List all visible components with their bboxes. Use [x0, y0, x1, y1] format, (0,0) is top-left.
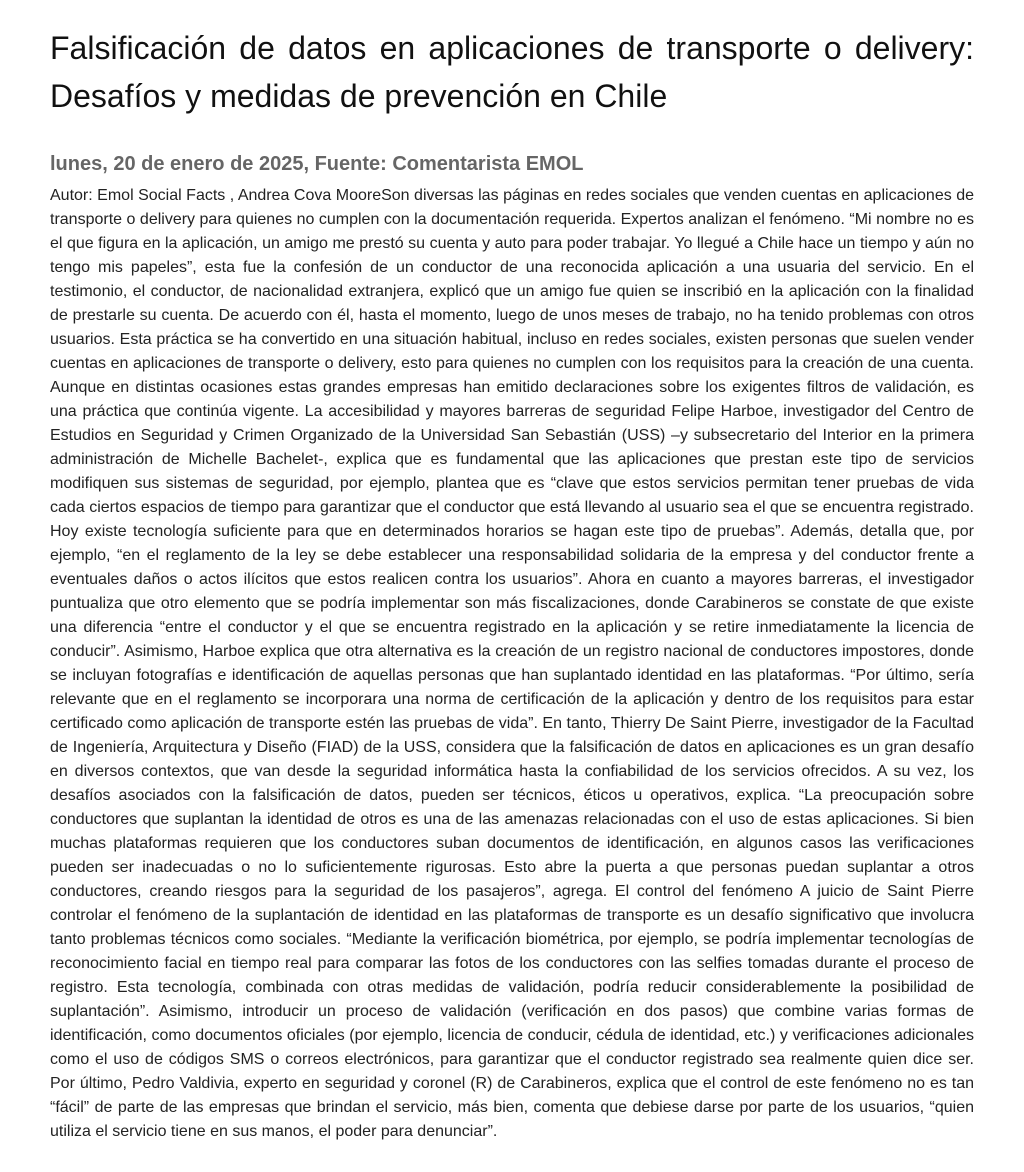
article-body: Autor: Emol Social Facts , Andrea Cova MooreSon diversas las páginas en redes sociales que venden cuentas en aplicaciones de transporte o delivery para quienes no cumplen con la documentación requerida. Expertos analizan el fenómeno. “Mi nombre no es el que figura en la aplicación, un amigo me prestó su cuenta y auto para poder trabajar. Yo llegué a Chile hace un tiempo y aún no tengo mis papeles”, esta fue la confesión de un conductor de una reconocida aplicación a una usuaria del servicio. En el testimonio, el conductor, de nacionalidad extranjera, explicó que un amigo fue quien se inscribió en la aplicación con la finalidad de prestarle su cuenta. De acuerdo con él, hasta el momento, luego de unos meses de trabajo, no ha tenido problemas con otros usuarios. Esta práctica se ha convertido en una situación habitual, incluso en redes sociales, existen personas que suelen vender cuentas en aplicaciones de transporte o delivery, esto para quienes no cumplen con los requisitos para la creación de una cuenta. Aunque en distintas ocasiones estas grandes empresas han emitido declaraciones sobre los exigentes filtros de validación, es una práctica que continúa vigente. La accesibilidad y mayores barreras de seguridad Felipe Harboe, investigador del Centro de Estudios en Seguridad y Crimen Organizado de la Universidad San Sebastián (USS) –y subsecretario del Interior en la primera administración de Michelle Bachelet-, explica que es fundamental que las aplicaciones que prestan este tipo de servicios modifiquen sus sistemas de seguridad, por ejemplo, plantea que es “clave que estos servicios permitan tener pruebas de vida cada ciertos espacios de tiempo para garantizar que el conductor que está llevando al usuario sea el que se encuentra registrado. Hoy existe tecnología suficiente para que en determinados horarios se hagan este tipo de pruebas”. Además, detalla que, por ejemplo, “en el reglamento de la ley se debe establecer una responsabilidad solidaria de la empresa y del conductor frente a eventuales daños o actos ilícitos que estos realicen contra los usuarios”. Ahora en cuanto a mayores barreras, el investigador puntualiza que otro elemento que se podría implementar son más fiscalizaciones, donde Carabineros se constate de que existe una diferencia “entre el conductor y el que se encuentra registrado en la aplicación y se retire inmediatamente la licencia de conducir”. Asimismo, Harboe explica que otra alternativa es la creación de un registro nacional de conductores impostores, donde se incluyan fotografías e identificación de aquellas personas que han suplantado identidad en las plataformas. “Por último, sería relevante que en el reglamento se incorporara una norma de certificación de la aplicación y dentro de los requisitos para estar certificado como aplicación de transporte estén las pruebas de vida”. En tanto, Thierry De Saint Pierre, investigador de la Facultad de Ingeniería, Arquitectura y Diseño (FIAD) de la USS, considera que la falsificación de datos en aplicaciones es un gran desafío en diversos contextos, que van desde la seguridad informática hasta la confiabilidad de los servicios ofrecidos. A su vez, los desafíos asociados con la falsificación de datos, pueden ser técnicos, éticos u operativos, explica. “La preocupación sobre conductores que suplantan la identidad de otros es una de las amenazas relacionadas con el uso de estas aplicaciones. Si bien muchas plataformas requieren que los conductores suban documentos de identificación, en algunos casos las verificaciones pueden ser inadecuadas o no lo suficientemente rigurosas. Esto abre la puerta a que personas puedan suplantar a otros conductores, creando riesgos para la seguridad de los pasajeros”, agrega. El control del fenómeno A juicio de Saint Pierre controlar el fenómeno de la suplantación de identidad en las plataformas de transporte es un desafío significativo que involucra tanto problemas técnicos como sociales. “Mediante la verificación biométrica, por ejemplo, se podría implementar tecnologías de reconocimiento facial en tiempo real para comparar las fotos de los conductores con las selfies tomadas durante el proceso de registro. Esta tecnología, combinada con otras medidas de validación, podría reducir considerablemente la posibilidad de suplantación”. Asimismo, introducir un proceso de validación (verificación en dos pasos) que combine varias formas de identificación, como documentos oficiales (por ejemplo, licencia de conducir, cédula de identidad, etc.) y verificaciones adicionales como el uso de códigos SMS o correos electrónicos, para garantizar que el conductor registrado sea realmente quien dice ser. Por último, Pedro Valdivia, experto en seguridad y coronel (R) de Carabineros, explica que el control de este fenómeno no es tan “fácil” de parte de las empresas que brindan el servicio, más bien, comenta que debiese darse por parte de los usuarios, “quien utiliza el servicio tiene en sus manos, el poder para denunciar”. — [50, 187, 974, 1140]
article-date-source: lunes, 20 de enero de 2025, Fuente: Comentarista EMOL — [50, 153, 584, 175]
article-title: Falsificación de datos en aplicaciones de transporte o delivery: Desafíos y medidas de prevención en Chile — [50, 30, 974, 114]
